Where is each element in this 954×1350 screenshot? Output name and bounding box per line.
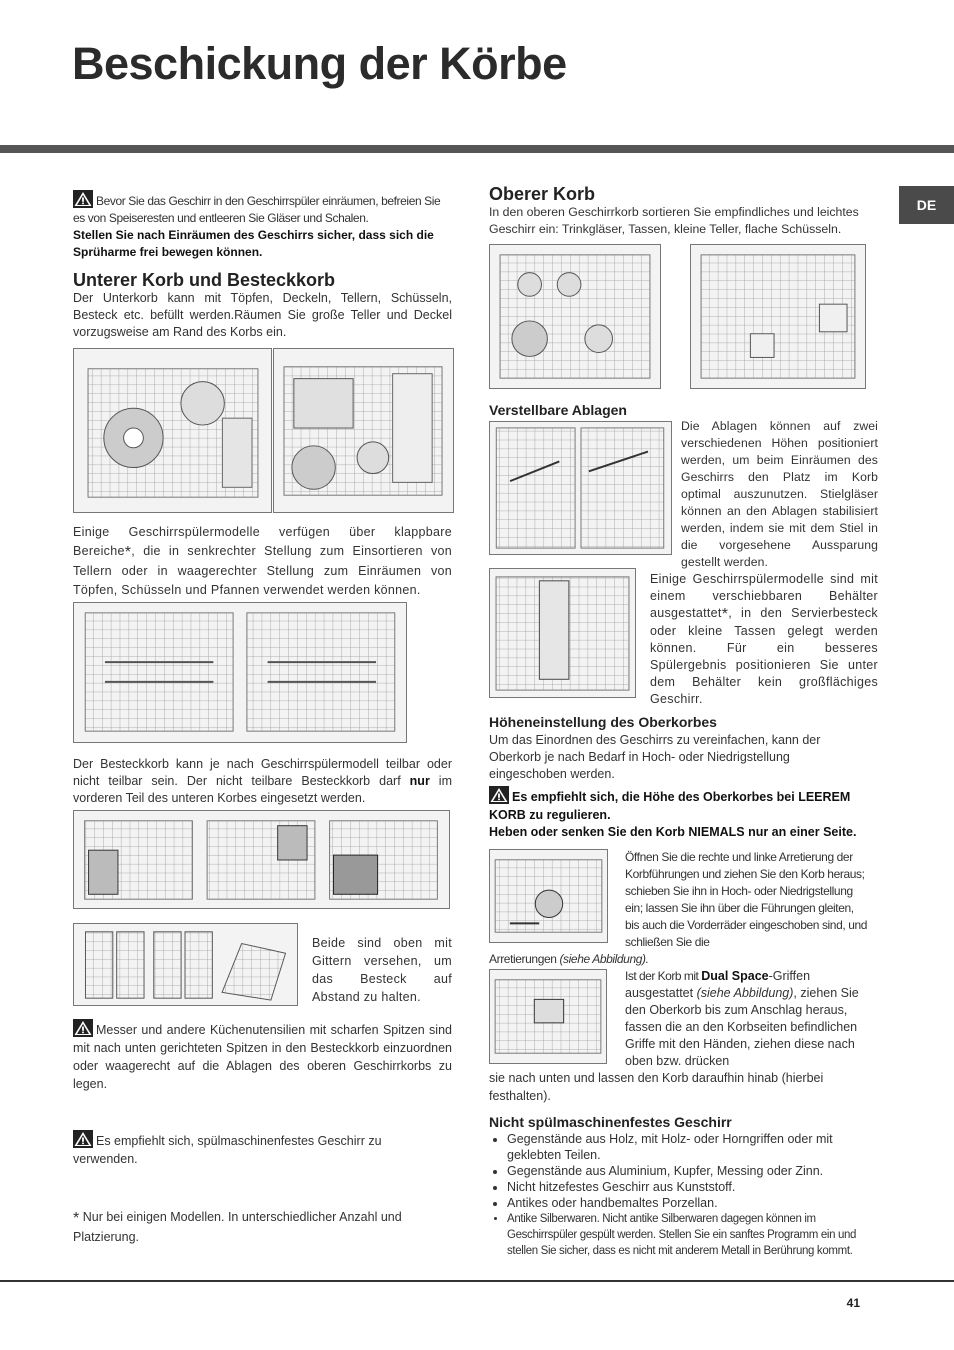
sliding-container-paragraph <box>650 571 878 708</box>
lower-basket-illustration-2 <box>273 348 454 513</box>
lower-basket-heading: Unterer Korb und Besteckkorb <box>73 270 336 290</box>
list-item: • Gegenstände aus Aluminium, Kupfer, Messing oder Zinn. <box>507 1163 879 1179</box>
height-warning <box>489 786 884 842</box>
page-title: Beschickung der Körbe <box>72 38 567 89</box>
basket-release-illustration <box>489 849 608 943</box>
grids-text: Beide sind oben mit Gittern versehen, um das Besteck auf Abstand zu halten. <box>312 936 452 1004</box>
cutlery-basket-positions-illustration <box>73 810 450 909</box>
height-warning-text-2: Heben oder senken Sie den Korb NIEMALS nur an einer Seite. <box>489 825 857 839</box>
language-tab: DE <box>899 186 954 224</box>
foldable-text-b: , die in senkrechter Stellung zum Einsortieren von Tellern oder in waagerechter Stellung zum Einräumen von Töpfen, Schüsseln und Pfannen verwendet werden können. <box>73 543 452 597</box>
lower-basket-illustration-1 <box>73 348 272 513</box>
basket-release-text: Öffnen Sie die rechte und linke Arretierung der Korbführungen und ziehen Sie den Korb heraus; schieben Sie ihn in Hoch- oder Niedrigstellung ein; lassen Sie ihn über die Führungen gleiten, bis auch die Vorderräder eingeschoben sind, und schließen Sie die <box>625 850 868 949</box>
knives-warning-paragraph <box>73 1019 452 1093</box>
footer-rule <box>0 1280 954 1282</box>
intro-paragraph <box>73 190 453 261</box>
dual-space-bold: Dual Space <box>701 969 769 983</box>
intro-bold-text: Stellen Sie nach Einräumen des Geschirrs sicher, dass sich die Sprüharme frei bewegen können. <box>73 228 434 259</box>
shelves-heading: Verstellbare Ablagen <box>489 402 627 418</box>
dishwasher-safe-paragraph <box>73 1130 433 1168</box>
dual-space-text-c: , ziehen Sie den Oberkorb bis zum Anschlag heraus, fassen die an den Korbseiten befindlichen Griffe mit den Händen, ziehen diese nach oben bzw. drücken <box>625 986 859 1068</box>
footnote-star: * <box>73 1210 80 1227</box>
adjustable-shelves-illustration <box>489 421 672 555</box>
dishwasher-safe-text: Es empfiehlt sich, spülmaschinenfestes Geschirr zu verwenden. <box>73 1134 382 1166</box>
footnote-star: * <box>721 606 729 623</box>
dual-space-illustration <box>489 969 607 1064</box>
cutlery-basket-grids-illustration <box>73 923 298 1006</box>
knives-warning-text: Messer und andere Küchenutensilien mit scharfen Spitzen sind mit nach unten gerichteten Spitzen in den Besteckkorb einzuordnen oder waagerecht auf die Ablagen des oberen Geschirrkorbs zu legen. <box>73 1023 452 1091</box>
shelves-text: Die Ablagen können auf zwei verschiedenen Höhen positioniert werden, um beim Einräumen des Geschirrs den Platz im Korb optimal auszunutzen. Stielgläser können an den Ablagen stabilisiert werden, indem sie mit dem Stiel in die vorgesehene Aussparung gestellt werden. <box>681 419 878 569</box>
list-item: • Antike Silberwaren. Nicht antike Silberwaren dagegen können im Geschirrspüler gespült werden. Stellen Sie ein sanftes Programm ein und stellen Sie sicher, dass es nicht mit anderem Metall in Berührung kommt. <box>507 1211 879 1259</box>
page-number: 41 <box>846 1296 860 1310</box>
release-end-text: Arretierungen <box>489 952 557 966</box>
warning-triangle-icon <box>73 190 93 208</box>
basket-release-end <box>489 951 749 968</box>
footnote <box>73 1208 453 1246</box>
footnote-star: * <box>124 543 132 561</box>
upper-basket-illustration-1 <box>489 244 661 389</box>
cutlery-text-a: Der Besteckkorb kann je nach Geschirrspülermodell teilbar oder nicht teilbar sein. Der nicht teilbare Besteckkorb darf <box>73 757 452 788</box>
height-adjust-text: Um das Einordnen des Geschirrs zu vereinfachen, kann der Oberkorb je nach Bedarf in Hoch- oder Niedrigstellung eingeschoben werden. <box>489 733 821 781</box>
height-adjust-heading: Höheneinstellung des Oberkorbes <box>489 714 717 730</box>
sliding-container-illustration <box>489 568 636 698</box>
release-reference: (siehe Abbildung). <box>559 952 649 966</box>
dual-space-end: sie nach unten und lassen den Korb daraufhin hinab (hierbei festhalten). <box>489 1071 824 1103</box>
foldable-paragraph <box>73 523 452 599</box>
unsafe-dishes-list <box>489 1131 879 1259</box>
dual-space-paragraph <box>625 968 870 1070</box>
foldable-text-a: Einige Geschirrspülermodelle verfügen über klappbare Bereiche <box>73 525 452 558</box>
cutlery-text-bold: nur <box>409 774 430 788</box>
sliding-text-b: , in den Servierbesteck oder kleine Tassen gelegt werden können. Für ein besseres Spülergebnis positionieren Sie unter dem Behälter kein großflächiges Geschirr. <box>650 606 878 706</box>
dual-space-text-b: -Griffen ausgestattet <box>625 969 811 1000</box>
sliding-text-a: Einige Geschirrspülermodelle sind mit einem verschiebbaren Behälter ausgestattet <box>650 572 878 620</box>
dual-space-text-a: Ist der Korb mit <box>625 969 702 983</box>
warning-triangle-icon <box>73 1130 93 1148</box>
lower-basket-text: Der Unterkorb kann mit Töpfen, Deckeln, Tellern, Schüsseln, Besteck etc. befüllt werden.Räumen Sie große Teller und Deckel vorzugsweise am Rand des Korbs ein. <box>73 291 452 339</box>
warning-triangle-icon <box>73 1019 93 1037</box>
foldable-sections-illustration <box>73 602 407 743</box>
list-item: • Nicht hitzefestes Geschirr aus Kunststoff. <box>507 1179 879 1195</box>
unsafe-dishes-heading: Nicht spülmaschinenfestes Geschirr <box>489 1114 732 1130</box>
warning-triangle-icon <box>489 786 509 804</box>
list-item: • Gegenstände aus Holz, mit Holz- oder Horngriffen oder mit geklebten Teilen. <box>507 1131 879 1163</box>
header-rule <box>0 145 954 153</box>
footnote-text: Nur bei einigen Modellen. In unterschiedlicher Anzahl und Platzierung. <box>73 1210 402 1244</box>
dual-space-reference: (siehe Abbildung) <box>696 986 794 1000</box>
list-item: • Antikes oder handbemaltes Porzellan. <box>507 1195 879 1211</box>
upper-basket-illustration-2 <box>690 244 866 389</box>
cutlery-text-b: im vorderen Teil des unteren Korbes eingesetzt werden. <box>73 774 452 805</box>
upper-basket-text: In den oberen Geschirrkorb sortieren Sie empfindliches und leichtes Geschirr ein: Trinkgläser, Tassen, kleine Teller, flache Schüsseln. <box>489 205 859 236</box>
unsafe-dishes-list-container <box>489 1131 879 1259</box>
upper-basket-heading: Oberer Korb <box>489 184 596 204</box>
cutlery-paragraph <box>73 756 452 807</box>
height-warning-text-1: Es empfiehlt sich, die Höhe des Oberkorbes bei LEEREM KORB zu regulieren. <box>489 790 851 822</box>
intro-text: Bevor Sie das Geschirr in den Geschirrspüler einräumen, befreien Sie es von Speiseresten und entleeren Sie Gläser und Schalen. <box>73 194 441 225</box>
